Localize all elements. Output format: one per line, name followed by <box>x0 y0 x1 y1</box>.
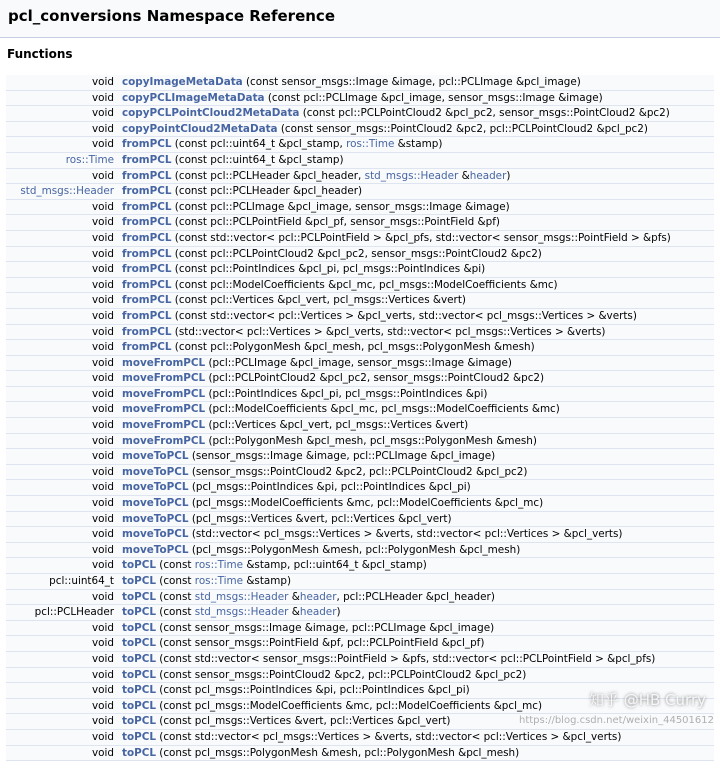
function-row <box>6 184 714 200</box>
function-params: (const pcl_msgs::Vertices &vert, pcl::Vertices &pcl_vert) <box>159 715 451 728</box>
function-row <box>6 480 714 496</box>
function-name-link[interactable]: fromPCL <box>122 169 172 182</box>
function-signature <box>122 745 714 761</box>
function-name-link[interactable]: toPCL <box>122 637 156 650</box>
return-type: void <box>6 698 122 714</box>
functions-table <box>6 75 714 761</box>
function-signature <box>122 340 714 356</box>
function-signature <box>122 605 714 621</box>
function-name-link[interactable]: moveToPCL <box>122 497 189 510</box>
function-name-link[interactable]: copyImageMetaData <box>122 76 243 88</box>
function-row <box>6 745 714 761</box>
return-type: void <box>6 683 122 699</box>
function-signature <box>122 262 714 278</box>
function-signature <box>122 246 714 262</box>
function-name-link[interactable]: fromPCL <box>122 341 172 354</box>
function-params: (const ros::Time &stamp, pcl::uint64_t &pcl_stamp) <box>159 559 427 572</box>
return-type: void <box>6 418 122 434</box>
function-row <box>6 651 714 667</box>
function-params: (std::vector< pcl_msgs::Vertices > &verts, std::vector< pcl::Vertices > &pcl_verts) <box>191 528 623 541</box>
return-type: void <box>6 137 122 153</box>
function-name-link[interactable]: fromPCL <box>122 153 172 166</box>
return-type: void <box>6 246 122 262</box>
return-type: void <box>6 340 122 356</box>
function-name-link[interactable]: moveToPCL <box>122 543 189 556</box>
function-signature <box>122 137 714 153</box>
return-type: pcl::uint64_t <box>6 574 122 590</box>
function-params: (const pcl::PolygonMesh &pcl_mesh, pcl_msgs::PolygonMesh &mesh) <box>174 341 535 354</box>
function-signature <box>122 433 714 449</box>
function-signature <box>122 324 714 340</box>
function-row <box>6 199 714 215</box>
function-signature <box>122 620 714 636</box>
function-params: (const pcl::uint64_t &pcl_stamp) <box>174 153 344 166</box>
function-row <box>6 137 714 153</box>
function-row <box>6 152 714 168</box>
return-type <box>6 184 122 200</box>
function-row <box>6 636 714 652</box>
function-name-link[interactable]: copyPointCloud2MetaData <box>122 122 278 135</box>
function-name-link[interactable]: moveToPCL <box>122 481 189 494</box>
function-name-link[interactable]: moveFromPCL <box>122 372 206 385</box>
function-params: (const pcl_msgs::ModelCoefficients &mc, pcl::ModelCoefficients &pcl_mc) <box>159 699 543 712</box>
return-type: void <box>6 511 122 527</box>
function-params: (const std::vector< pcl::PCLPointField > &pcl_pfs, std::vector< sensor_msgs::PointField > &pfs) <box>174 231 671 244</box>
function-name-link[interactable]: fromPCL <box>122 263 172 276</box>
function-row <box>6 277 714 293</box>
function-row <box>6 386 714 402</box>
function-signature <box>122 277 714 293</box>
function-row <box>6 340 714 356</box>
return-type: void <box>6 121 122 137</box>
function-params: (const pcl::PCLHeader &pcl_header, std_msgs::Header &header) <box>174 169 511 182</box>
function-row <box>6 464 714 480</box>
function-name-link[interactable]: toPCL <box>122 668 156 681</box>
watermark-url: https://blog.csdn.net/weixin_44501612 <box>518 715 714 726</box>
function-params: (std::vector< pcl::Vertices > &pcl_verts, std::vector< pcl_msgs::Vertices > &verts) <box>174 325 606 338</box>
param-type-link[interactable]: std_msgs::Header <box>364 169 459 182</box>
function-row <box>6 589 714 605</box>
return-type: void <box>6 651 122 667</box>
watermark-zhihu: 知乎 @HB Curry <box>588 691 706 709</box>
function-name-link[interactable]: fromPCL <box>122 247 172 260</box>
function-signature <box>122 402 714 418</box>
function-params: (const std::vector< pcl::Vertices > &pcl_verts, std::vector< pcl_msgs::Vertices > &verts) <box>174 309 637 322</box>
function-name-link[interactable]: fromPCL <box>122 185 172 198</box>
function-name-link[interactable]: moveFromPCL <box>122 387 206 400</box>
function-name-link[interactable]: toPCL <box>122 699 156 712</box>
function-row <box>6 230 714 246</box>
function-name-link[interactable]: toPCL <box>122 559 156 572</box>
param-type-link[interactable]: ros::Time <box>194 559 244 572</box>
function-signature <box>122 574 714 590</box>
return-type: void <box>6 293 122 309</box>
return-type: void <box>6 636 122 652</box>
function-row <box>6 511 714 527</box>
return-type: void <box>6 542 122 558</box>
function-signature <box>122 168 714 184</box>
function-params: (pcl::PCLImage &pcl_image, sensor_msgs::Image &image) <box>208 356 512 369</box>
function-params: (const sensor_msgs::PointField &pf, pcl::PCLPointField &pcl_pf) <box>159 637 485 650</box>
function-params: (pcl::PointIndices &pcl_pi, pcl_msgs::PointIndices &pi) <box>208 387 488 400</box>
function-signature <box>122 215 714 231</box>
function-row <box>6 605 714 621</box>
function-name-link[interactable]: copyPCLPointCloud2MetaData <box>122 107 300 120</box>
return-type: void <box>6 745 122 761</box>
function-row <box>6 433 714 449</box>
return-type: void <box>6 386 122 402</box>
function-params: (pcl::PolygonMesh &pcl_mesh, pcl_msgs::PolygonMesh &mesh) <box>208 434 537 447</box>
function-name-link[interactable]: fromPCL <box>122 294 172 307</box>
function-params: (const sensor_msgs::PointCloud2 &pc2, pcl::PCLPointCloud2 &pcl_pc2) <box>280 122 648 135</box>
function-signature <box>122 121 714 137</box>
function-name-link[interactable]: moveFromPCL <box>122 434 206 447</box>
function-row <box>6 496 714 512</box>
function-row <box>6 246 714 262</box>
return-type-link[interactable]: ros::Time <box>65 153 114 166</box>
function-params: (pcl_msgs::ModelCoefficients &mc, pcl::ModelCoefficients &pcl_mc) <box>191 497 544 510</box>
function-name-link[interactable]: moveToPCL <box>122 450 189 463</box>
function-row <box>6 558 714 574</box>
function-params: (const pcl::PCLImage &pcl_image, sensor_msgs::Image &image) <box>174 200 510 213</box>
function-name-link[interactable]: moveToPCL <box>122 465 189 478</box>
function-name-link[interactable]: fromPCL <box>122 309 172 322</box>
return-type: void <box>6 558 122 574</box>
function-signature <box>122 480 714 496</box>
function-name-link[interactable]: toPCL <box>122 590 156 603</box>
function-params: (const sensor_msgs::Image &image, pcl::PCLImage &pcl_image) <box>159 621 495 634</box>
param-type-link[interactable]: ros::Time <box>346 138 395 151</box>
param-type-link[interactable]: header <box>299 590 337 603</box>
function-signature <box>122 75 714 90</box>
function-params: (pcl::ModelCoefficients &pcl_mc, pcl_msgs::ModelCoefficients &mc) <box>208 403 560 416</box>
return-type: void <box>6 480 122 496</box>
param-type-link[interactable]: std_msgs::Header <box>194 606 289 619</box>
return-type: void <box>6 324 122 340</box>
function-name-link[interactable]: toPCL <box>122 746 156 759</box>
function-params: (const sensor_msgs::PointCloud2 &pc2, pcl::PCLPointCloud2 &pcl_pc2) <box>159 668 527 681</box>
function-params: (const pcl::PointIndices &pcl_pi, pcl_msgs::PointIndices &pi) <box>174 263 486 276</box>
function-row <box>6 449 714 465</box>
function-row <box>6 542 714 558</box>
function-params: (pcl_msgs::Vertices &vert, pcl::Vertices &pcl_vert) <box>191 512 452 525</box>
function-signature <box>122 386 714 402</box>
function-params: (const pcl::uint64_t &pcl_stamp, ros::Time &stamp) <box>174 138 443 151</box>
function-name-link[interactable]: toPCL <box>122 684 156 697</box>
return-type: void <box>6 199 122 215</box>
function-row <box>6 620 714 636</box>
function-params: (const std_msgs::Header &header) <box>159 606 341 619</box>
function-signature <box>122 511 714 527</box>
function-signature <box>122 293 714 309</box>
return-type: void <box>6 449 122 465</box>
return-type: void <box>6 464 122 480</box>
return-type: void <box>6 667 122 683</box>
function-signature <box>122 106 714 122</box>
function-signature <box>122 152 714 168</box>
param-type-link[interactable]: header <box>469 169 507 182</box>
function-signature <box>122 729 714 745</box>
function-row <box>6 121 714 137</box>
function-row <box>6 262 714 278</box>
function-row <box>6 371 714 387</box>
function-row <box>6 215 714 231</box>
function-name-link[interactable]: toPCL <box>122 652 156 665</box>
function-params: (const pcl::Vertices &pcl_vert, pcl_msgs::Vertices &vert) <box>174 294 466 307</box>
section-heading-functions: Functions <box>7 47 73 61</box>
page-header <box>0 0 720 38</box>
return-type: void <box>6 90 122 106</box>
function-row <box>6 729 714 745</box>
function-row <box>6 527 714 543</box>
function-params: (const pcl_msgs::PointIndices &pi, pcl::PointIndices &pcl_pi) <box>159 684 470 697</box>
function-row <box>6 355 714 371</box>
function-params: (const ros::Time &stamp) <box>159 575 292 587</box>
function-signature <box>122 418 714 434</box>
page-title: pcl_conversions Namespace Reference <box>8 7 335 25</box>
function-row <box>6 90 714 106</box>
function-name-link[interactable]: fromPCL <box>122 200 172 213</box>
function-signature <box>122 355 714 371</box>
return-type: void <box>6 215 122 231</box>
return-type <box>6 152 122 168</box>
function-row <box>6 168 714 184</box>
function-params: (const pcl::PCLPointField &pcl_pf, sensor_msgs::PointField &pf) <box>174 216 500 229</box>
function-params: (pcl::Vertices &pcl_vert, pcl_msgs::Vertices &vert) <box>208 419 469 432</box>
function-params: (const pcl::PCLPointCloud2 &pcl_pc2, sensor_msgs::PointCloud2 &pc2) <box>302 107 670 120</box>
function-name-link[interactable]: toPCL <box>122 606 156 619</box>
function-name-link[interactable]: fromPCL <box>122 325 172 338</box>
return-type: void <box>6 168 122 184</box>
function-name-link[interactable]: moveToPCL <box>122 528 189 541</box>
return-type: void <box>6 527 122 543</box>
function-signature <box>122 558 714 574</box>
function-name-link[interactable]: fromPCL <box>122 216 172 229</box>
function-name-link[interactable]: toPCL <box>122 715 156 728</box>
function-name-link[interactable]: toPCL <box>122 730 156 743</box>
function-name-link[interactable]: fromPCL <box>122 231 172 244</box>
function-signature <box>122 449 714 465</box>
function-params: (pcl_msgs::PointIndices &pi, pcl::PointIndices &pcl_pi) <box>191 481 471 494</box>
function-row <box>6 418 714 434</box>
return-type: void <box>6 262 122 278</box>
function-params: (const pcl::PCLPointCloud2 &pcl_pc2, sensor_msgs::PointCloud2 &pc2) <box>174 247 542 260</box>
function-signature <box>122 527 714 543</box>
function-params: (const std::vector< pcl_msgs::Vertices > &verts, std::vector< pcl::Vertices > &pcl_verts) <box>159 730 622 743</box>
return-type: void <box>6 589 122 605</box>
function-signature <box>122 496 714 512</box>
function-row <box>6 293 714 309</box>
param-type-link[interactable]: std_msgs::Header <box>194 590 289 603</box>
function-signature <box>122 199 714 215</box>
function-params: (const pcl::PCLHeader &pcl_header) <box>174 185 363 198</box>
function-params: (sensor_msgs::Image &image, pcl::PCLImage &pcl_image) <box>191 450 496 463</box>
function-name-link[interactable]: fromPCL <box>122 138 172 151</box>
function-name-link[interactable]: moveFromPCL <box>122 419 206 432</box>
return-type: void <box>6 433 122 449</box>
return-type: void <box>6 75 122 90</box>
function-params: (pcl::PCLPointCloud2 &pcl_pc2, sensor_msgs::PointCloud2 &pc2) <box>208 372 545 385</box>
function-row <box>6 106 714 122</box>
function-signature <box>122 230 714 246</box>
function-row <box>6 402 714 418</box>
return-type: void <box>6 308 122 324</box>
function-params: (pcl_msgs::PolygonMesh &mesh, pcl::PolygonMesh &pcl_mesh) <box>191 543 521 556</box>
param-type-link[interactable]: header <box>299 606 337 619</box>
function-signature <box>122 636 714 652</box>
return-type-link[interactable]: std_msgs::Header <box>20 185 114 198</box>
function-params: (const std_msgs::Header &header, pcl::PCLHeader &pcl_header) <box>159 590 495 603</box>
return-type: void <box>6 230 122 246</box>
function-signature <box>122 90 714 106</box>
function-name-link[interactable]: toPCL <box>122 621 156 634</box>
return-type: void <box>6 106 122 122</box>
function-params: (sensor_msgs::PointCloud2 &pc2, pcl::PCLPointCloud2 &pcl_pc2) <box>191 465 528 478</box>
return-type: pcl::PCLHeader <box>6 605 122 621</box>
return-type: void <box>6 402 122 418</box>
function-params: (const sensor_msgs::Image &image, pcl::PCLImage &pcl_image) <box>246 76 581 88</box>
function-name-link[interactable]: toPCL <box>122 575 156 587</box>
return-type: void <box>6 496 122 512</box>
function-row <box>6 324 714 340</box>
function-signature <box>122 308 714 324</box>
return-type: void <box>6 277 122 293</box>
function-params: (const std::vector< sensor_msgs::PointField > &pfs, std::vector< pcl::PCLPointField > &pcl_pfs) <box>159 652 656 665</box>
function-row <box>6 75 714 90</box>
return-type: void <box>6 355 122 371</box>
function-name-link[interactable]: moveFromPCL <box>122 403 206 416</box>
function-signature <box>122 667 714 683</box>
return-type: void <box>6 371 122 387</box>
function-signature <box>122 184 714 200</box>
functions-table-body <box>6 75 714 761</box>
function-signature <box>122 542 714 558</box>
return-type: void <box>6 620 122 636</box>
return-type: void <box>6 729 122 745</box>
function-signature <box>122 371 714 387</box>
function-params: (const pcl::PCLImage &pcl_image, sensor_msgs::Image &image) <box>267 91 603 104</box>
function-row <box>6 308 714 324</box>
function-name-link[interactable]: moveToPCL <box>122 512 189 525</box>
function-name-link[interactable]: fromPCL <box>122 278 172 291</box>
function-name-link[interactable]: copyPCLImageMetaData <box>122 91 265 104</box>
function-params: (const pcl_msgs::PolygonMesh &mesh, pcl::PolygonMesh &pcl_mesh) <box>159 746 520 759</box>
function-signature <box>122 464 714 480</box>
param-type-link[interactable]: ros::Time <box>194 575 244 587</box>
return-type: void <box>6 714 122 730</box>
function-row <box>6 667 714 683</box>
function-signature <box>122 589 714 605</box>
function-signature <box>122 651 714 667</box>
function-name-link[interactable]: moveFromPCL <box>122 356 206 369</box>
function-params: (const pcl::ModelCoefficients &pcl_mc, pcl_msgs::ModelCoefficients &mc) <box>174 278 558 291</box>
function-row <box>6 574 714 590</box>
